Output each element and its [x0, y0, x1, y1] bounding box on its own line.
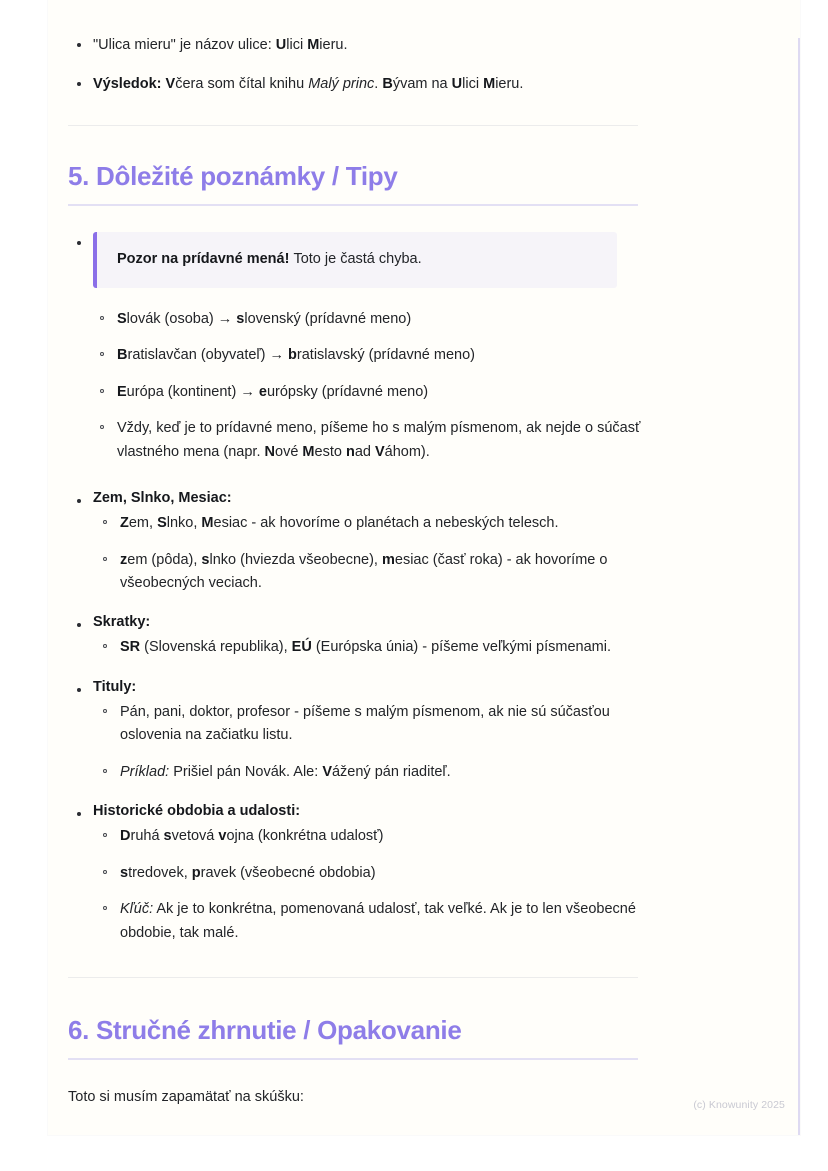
group-sublist	[93, 701, 658, 784]
list-item	[90, 308, 658, 331]
warning-callout	[93, 232, 617, 288]
list-item	[93, 761, 658, 784]
bullet-text: "Ulica mieru" je názov ulice: Ulici Mieru.	[93, 37, 348, 53]
group-tituly	[68, 679, 658, 784]
document-page	[48, 0, 800, 1135]
list-item	[90, 381, 658, 404]
group-skratky	[68, 614, 658, 659]
section-5-heading: 5. Dôležité poznámky / Tipy	[68, 160, 398, 191]
watermark: (c) Knowunity 2025	[693, 1099, 785, 1111]
example-text: Slovák (osoba) → slovenský (prídavné meno)	[117, 310, 412, 327]
section-divider	[68, 125, 638, 126]
sub-text: zem (pôda), slnko (hviezda všeobecne), mesiac (časť roka) - ak hovoríme o všeobecných veciach.	[120, 551, 608, 591]
group-zem-slnko-mesiac	[68, 490, 658, 595]
group-sublist	[93, 512, 658, 595]
callout-text: Pozor na prídavné mená! Toto je častá chyba.	[117, 250, 422, 267]
group-historicke-obdobia	[68, 803, 658, 945]
list-item	[90, 417, 658, 464]
adjective-examples-list	[90, 308, 658, 464]
group-title: Skratky:	[93, 614, 151, 631]
list-item	[90, 344, 658, 367]
list-item	[93, 636, 658, 659]
list-item	[93, 862, 658, 885]
list-item-callout	[68, 232, 658, 288]
sub-text: Príklad: Prišiel pán Novák. Ale: Vážený pán riaditeľ.	[120, 763, 451, 780]
section-divider	[68, 977, 638, 978]
section-5-list	[68, 232, 658, 288]
top-bullet-list	[68, 0, 658, 97]
group-title: Historické obdobia a udalosti:	[93, 803, 301, 820]
list-item	[93, 701, 658, 748]
list-item	[68, 73, 658, 96]
list-item	[93, 898, 658, 945]
group-title: Zem, Slnko, Mesiac:	[93, 490, 232, 507]
section-5-heading-rule	[68, 204, 638, 206]
sub-text: Druhá svetová vojna (konkrétna udalosť)	[120, 828, 384, 845]
section-5-groups	[68, 490, 658, 945]
scroll-divider[interactable]	[798, 38, 800, 1135]
group-title: Tituly:	[93, 678, 137, 695]
example-text: Bratislavčan (obyvateľ) → bratislavský (prídavné meno)	[117, 347, 475, 364]
sub-text: Pán, pani, doktor, profesor - píšeme s malým písmenom, ak nie sú súčasťou oslovenia na začiatku listu.	[120, 703, 610, 744]
list-item	[68, 34, 658, 57]
list-item	[93, 512, 658, 535]
list-item	[93, 825, 658, 848]
sub-text: Kľúč: Ak je to konkrétna, pomenovaná udalosť, tak veľké. Ak je to len všeobecné obdobie, tak malé.	[120, 901, 636, 941]
example-text: Vždy, keď je to prídavné meno, píšeme ho s malým písmenom, ak nejde o súčasť vlastného mena (napr. Nové Mesto nad Váhom).	[117, 420, 641, 460]
section-6-heading: 6. Stručné zhrnutie / Opakovanie	[68, 1015, 462, 1046]
example-text: Európa (kontinent) → európsky (prídavné meno)	[117, 383, 429, 400]
bullet-text: Výsledok: Včera som čítal knihu Malý princ. Bývam na Ulici Mieru.	[93, 76, 524, 93]
section-6-heading-rule	[68, 1058, 638, 1060]
section-6-intro: Toto si musím zapamätať na skúšku:	[68, 1089, 304, 1106]
group-sublist	[93, 825, 658, 945]
group-sublist	[93, 636, 658, 659]
sub-text: SR (Slovenská republika), EÚ (Európska únia) - píšeme veľkými písmenami.	[120, 639, 611, 656]
sub-text: stredovek, pravek (všeobecné obdobia)	[120, 864, 376, 881]
list-item	[93, 549, 658, 596]
sub-text: Zem, Slnko, Mesiac - ak hovoríme o planétach a nebeských telesch.	[120, 515, 559, 532]
document-content	[68, 0, 658, 1110]
